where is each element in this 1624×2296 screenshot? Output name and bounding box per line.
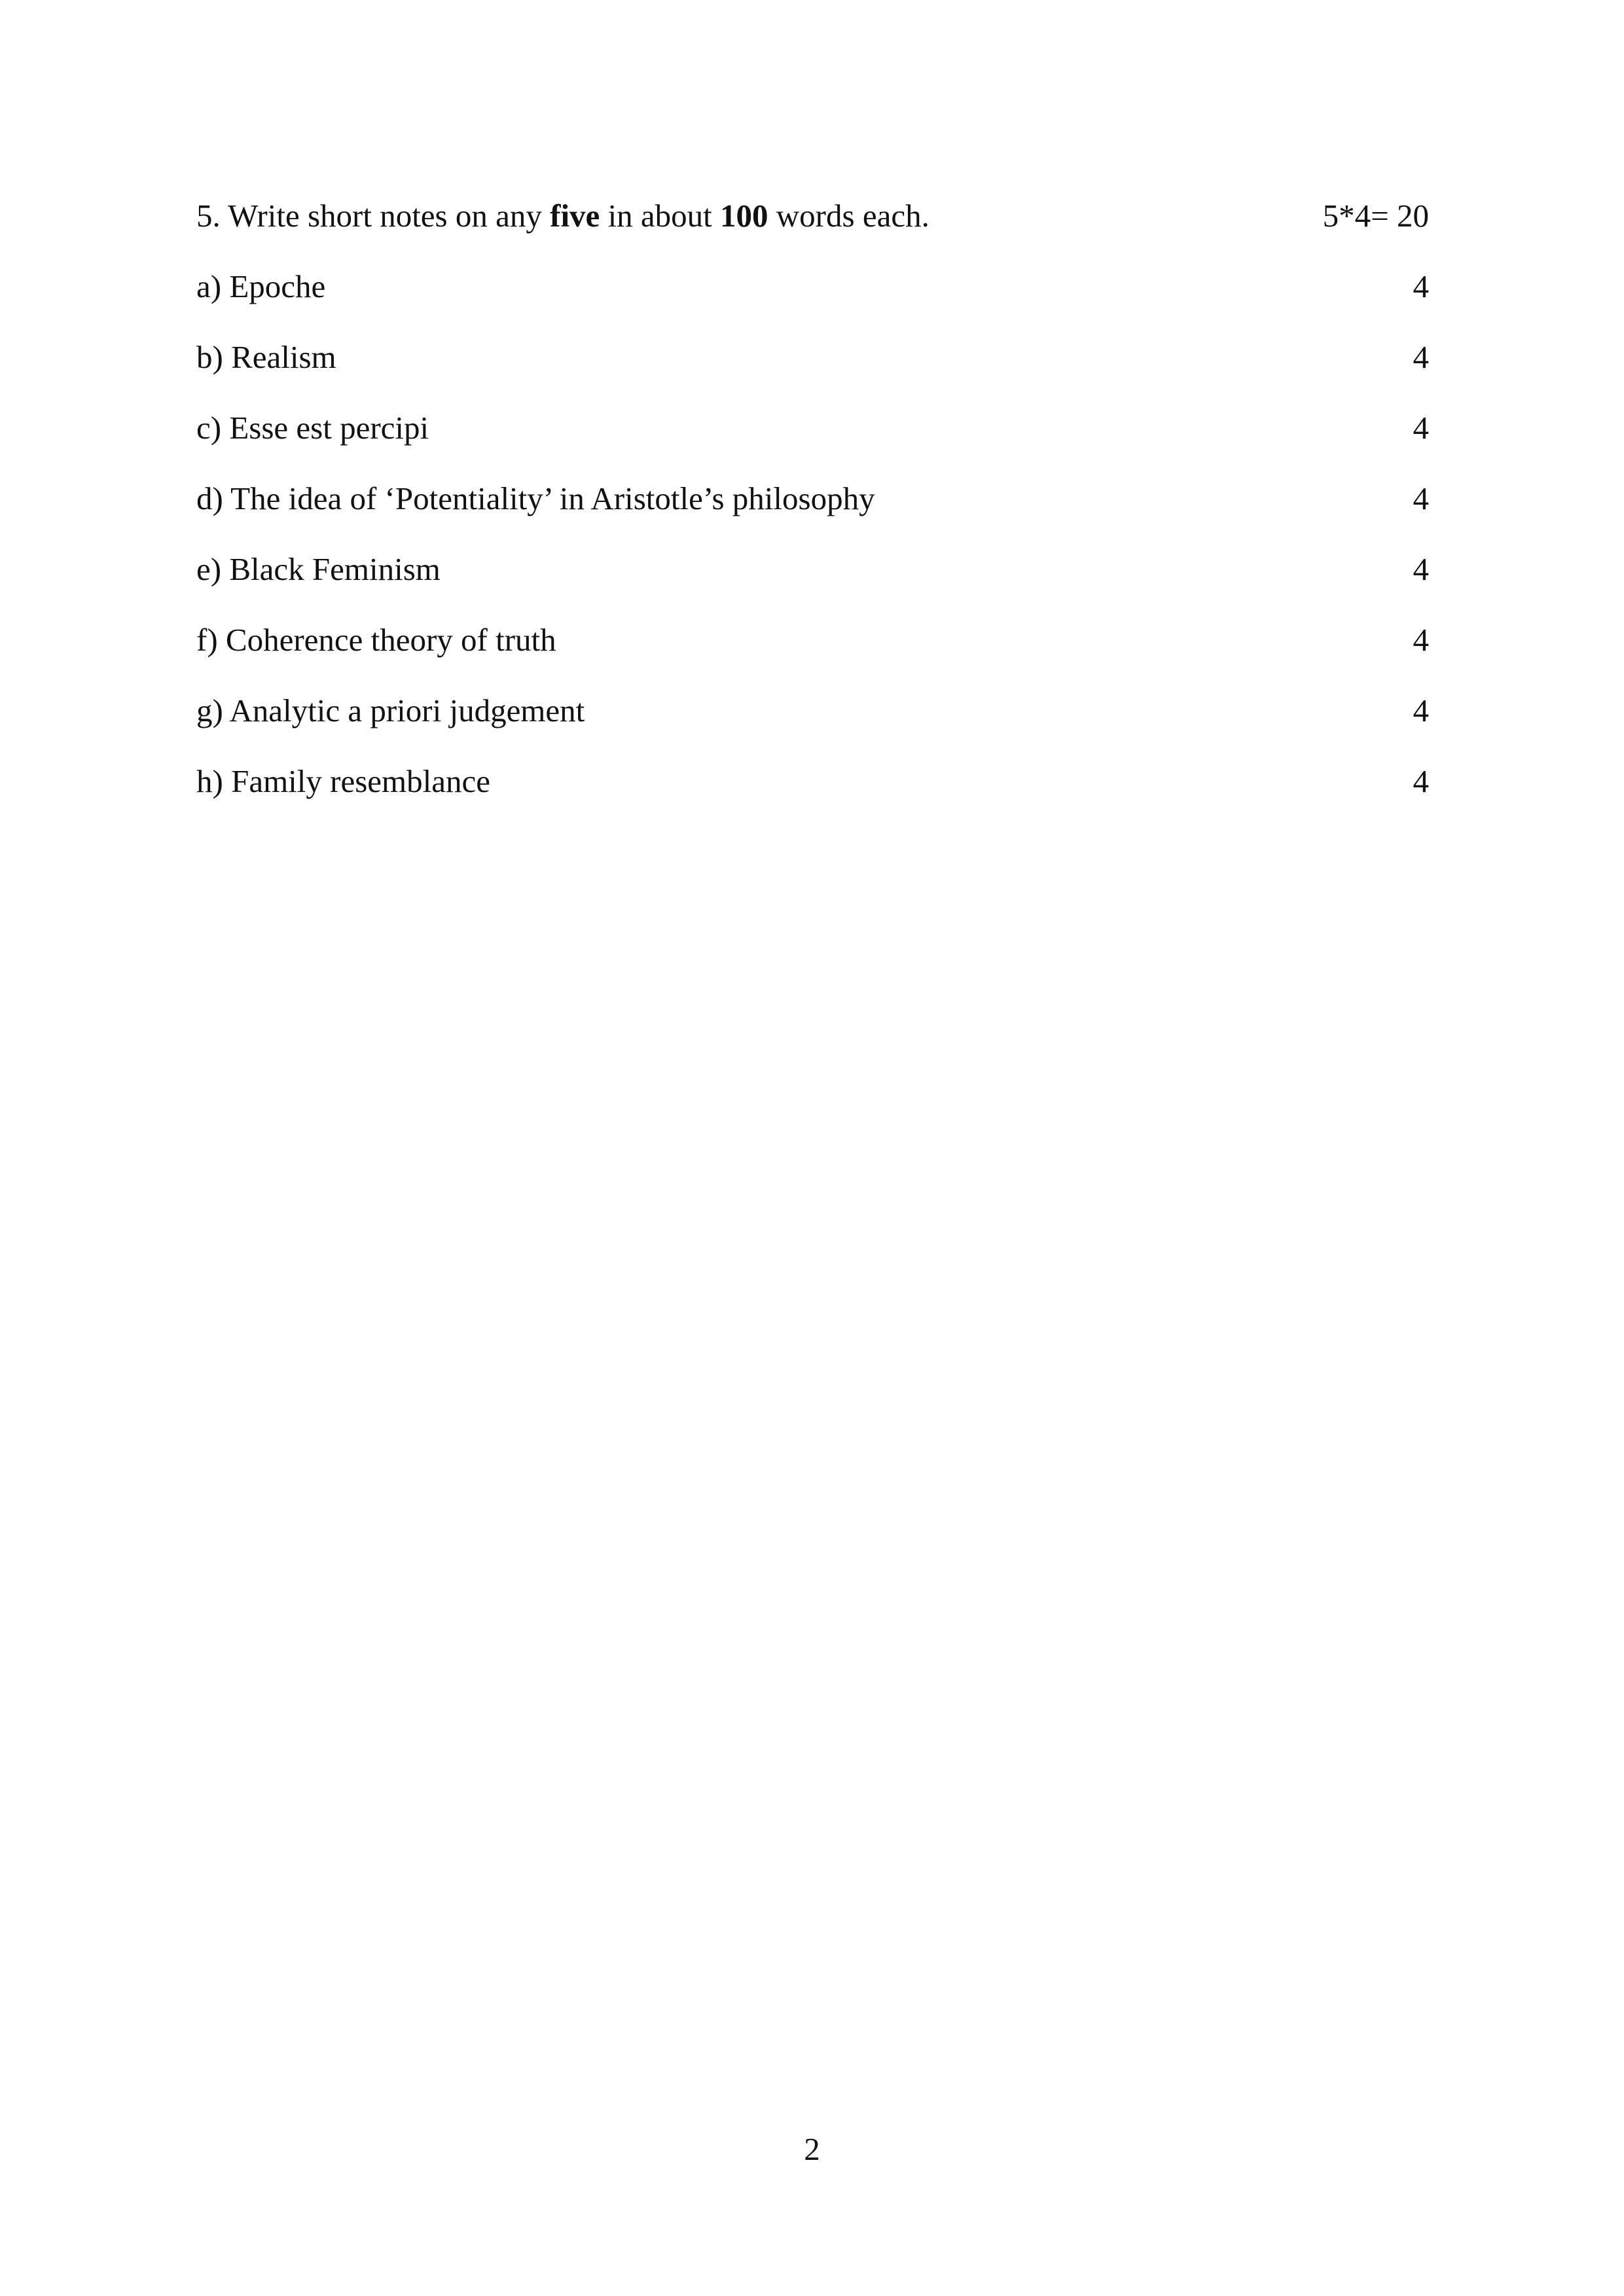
list-item-a: [196, 260, 1429, 313]
list-item-f: [196, 614, 1429, 666]
list-item-g: [196, 685, 1429, 737]
item-label: h) Family resemblance: [196, 763, 491, 799]
item-marks: 4: [1413, 692, 1429, 728]
item-marks: 4: [1413, 622, 1429, 658]
item-label: e) Black Feminism: [196, 551, 441, 587]
question-5-instruction: 5. Write short notes on any five in about 100 words each.: [196, 198, 929, 234]
item-label: f) Coherence theory of truth: [196, 622, 556, 658]
item-label: c) Esse est percipi: [196, 410, 429, 446]
item-label: g) Analytic a priori judgement: [196, 692, 585, 728]
item-marks: 4: [1413, 339, 1429, 375]
list-item-h: [196, 755, 1429, 808]
list-item-c: [196, 402, 1429, 454]
word-count-emphasis: 100: [720, 198, 768, 234]
item-marks: 4: [1413, 480, 1429, 516]
item-marks: 4: [1413, 410, 1429, 446]
item-label: b) Realism: [196, 339, 336, 375]
list-item-d: [196, 473, 1429, 525]
item-label: d) The idea of ‘Potentiality’ in Aristotle’s philosophy: [196, 480, 875, 516]
question-count-emphasis: five: [550, 198, 600, 234]
item-label: a) Epoche: [196, 268, 326, 304]
page-number: 2: [804, 2131, 820, 2167]
question-5-marks: 5*4= 20: [1322, 198, 1429, 234]
item-marks: 4: [1413, 268, 1429, 304]
question-5-row: [196, 190, 1429, 242]
list-item-e: [196, 543, 1429, 596]
item-marks: 4: [1413, 551, 1429, 587]
list-item-b: [196, 331, 1429, 384]
item-marks: 4: [1413, 763, 1429, 799]
